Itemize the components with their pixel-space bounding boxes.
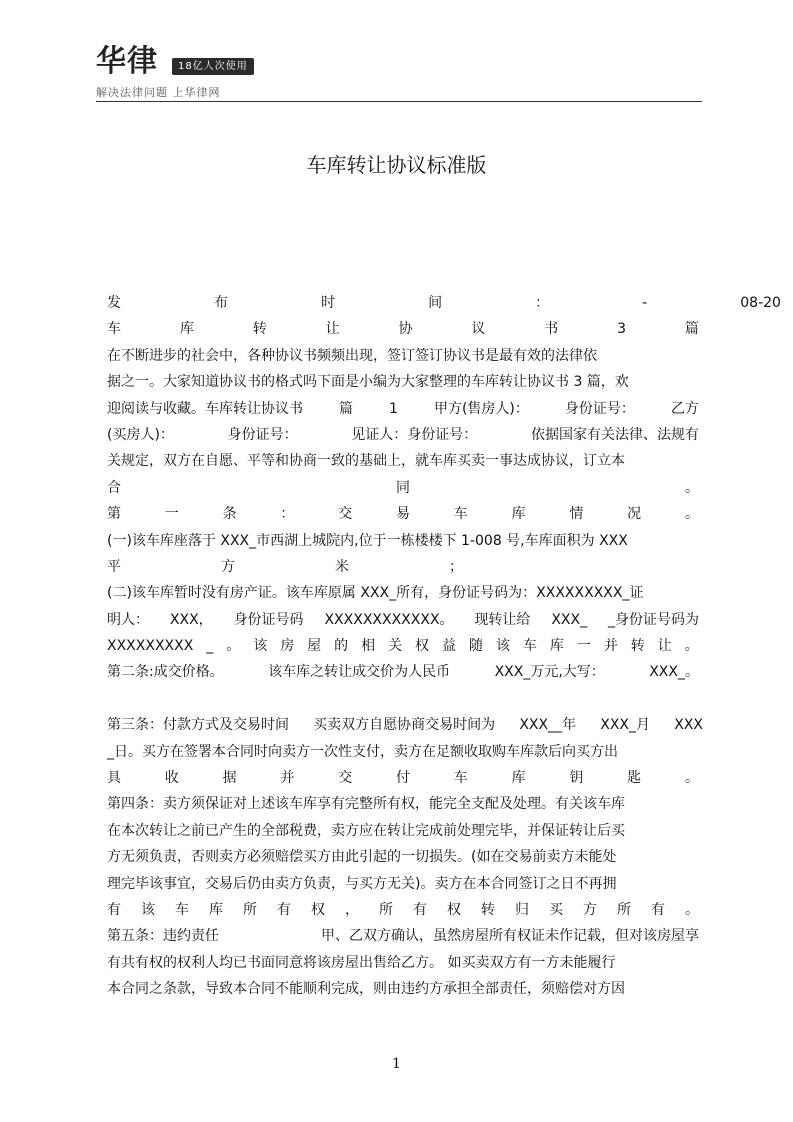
document-title: 车库转让协议标准版 [306, 153, 487, 177]
body-line: 迎阅读与收藏。车库转让协议书 篇 1 甲方(售房人)： 身份证号： 乙方 [107, 400, 699, 417]
brand-logo: 华律 [96, 44, 158, 79]
body-line: 明人： XXX， 身份证号码 XXXXXXXXXXXX。 现转让给 XXX_ _身份证号码为 [107, 611, 699, 628]
body-line: 第三条：付款方式及交易时间 买卖双方自愿协商交易时间为 XXX__年 XXX_月 XXX [107, 717, 703, 734]
body-line: 车 库 转 让 协 议 书 3 篇 [107, 321, 699, 338]
body-line: 第 一 条 ： 交 易 车 库 情 况 。 [107, 506, 699, 523]
body-line: 关规定，双方在自愿、平等和协商一致的基础上，就车库买卖一事达成协议，订立本 [107, 453, 625, 470]
body-line: 平 方 米 ； [107, 558, 463, 575]
document-body [107, 290, 781, 1003]
body-line: (买房人)： 身份证号： 见证人：身份证号： 依据国家有关法律、法规有 [107, 426, 699, 443]
usage-badge: 18亿人次使用 [172, 58, 254, 75]
body-line: 据之一。大家知道协议书的格式吗下面是小编为大家整理的车库转让协议书 3 篇，欢 [107, 374, 629, 391]
body-line: XXXXXXXXX _ 。 该 房 屋 的 相 关 权 益 随 该 车 库 一 并 转 让 。 [107, 638, 699, 655]
header-divider [96, 101, 702, 102]
body-line: 有 该 车 库 所 有 权 ， 所 有 权 转 归 买 方 所 有 。 [107, 901, 699, 918]
body-line: 具 收 据 并 交 付 车 库 钥 匙 。 [107, 770, 699, 787]
body-line: 在本次转让之前已产生的全部税费，卖方应在转让完成前处理完毕，并保证转让后买 [107, 822, 625, 839]
body-line: 发 布 时 间 ： - 08-20 [107, 295, 781, 311]
body-line: 理完毕该事宜，交易后仍由卖方负责，与买方无关)。卖方在本合同签订之日不再拥 [107, 875, 617, 892]
body-line: 合 同 。 [107, 479, 699, 496]
body-line: 在不断进步的社会中，各种协议书频频出现，签订签订协议书是最有效的法律依 [107, 347, 597, 364]
body-line: (一)该车库座落于 XXX_市西湖上城院内,位于一栋楼楼下 1-008 号,车库面积为 XXX [107, 532, 628, 549]
body-line: 第二条:成交价格。 该车库之转让成交价为人民币 XXX_万元,大写： XXX_。 [107, 664, 699, 681]
body-line: _日。买方在签署本合同时向卖方一次性支付，卖方在足额收取购车库款后向买方出 [107, 743, 618, 760]
site-header [96, 44, 702, 102]
body-line: 方无须负责，否则卖方必须赔偿买方由此引起的一切损失。(如在交易前卖方未能处 [107, 849, 617, 866]
body-line: 第四条：卖方须保证对上述该车库享有完整所有权，能完全支配及处理。有关该车库 [107, 796, 625, 813]
body-line: 本合同之条款，导致本合同不能顺利完成，则由违约方承担全部责任，须赔偿对方因 [107, 981, 625, 998]
brand-slogan: 解决法律问题 上华律网 [96, 86, 221, 99]
body-line: 有共有权的权利人均已书面同意将该房屋出售给乙方。 如买卖双方有一方未能履行 [107, 954, 616, 971]
page-number: 1 [392, 1056, 401, 1072]
body-line: 第五条：违约责任 甲、乙双方确认，虽然房屋所有权证未作记载，但对该房屋享 [107, 928, 699, 945]
body-line [107, 686, 699, 712]
body-line: (二)该车库暂时没有房产证。该车库原属 XXX_所有，身份证号码为：XXXXXXXXX_证 [107, 585, 644, 602]
